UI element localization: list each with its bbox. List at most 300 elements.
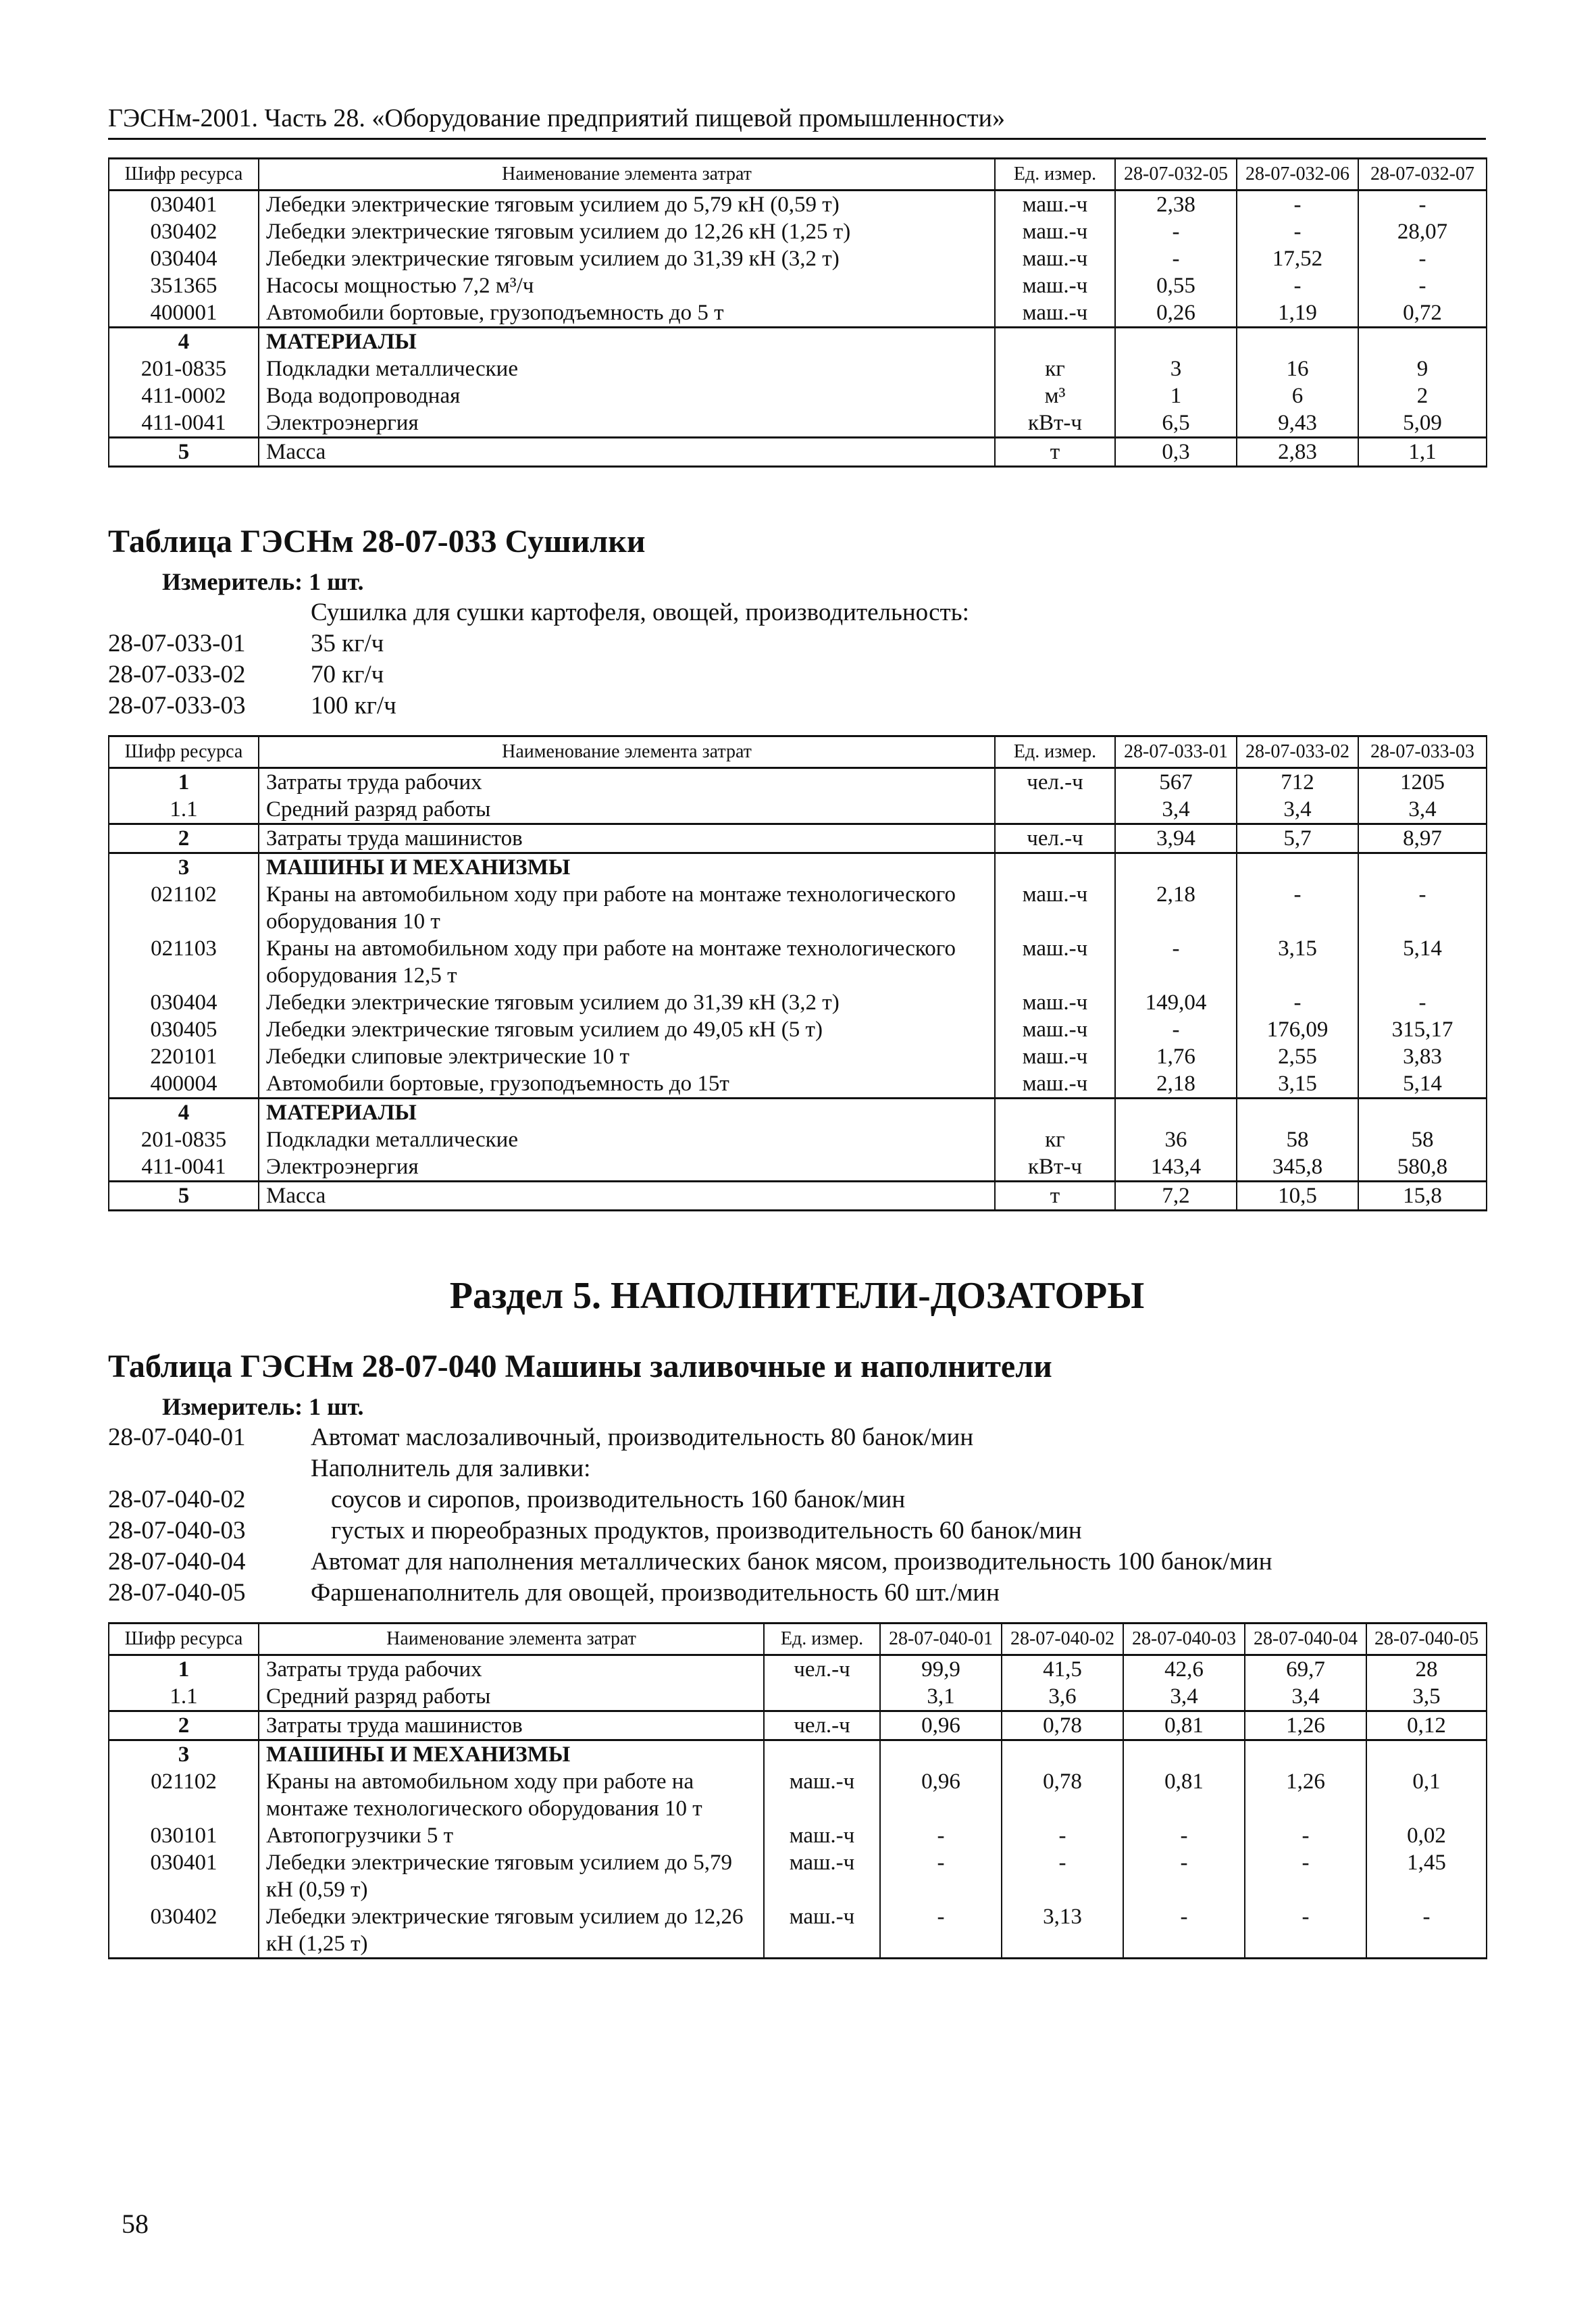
cell-name: Автомобили бортовые, грузоподъемность до 15т [259, 1070, 995, 1099]
cell-value: 0,1 [1366, 1768, 1487, 1822]
cell-value: 3,4 [1115, 796, 1237, 824]
cell-value: - [1123, 1903, 1245, 1959]
cell-value [1366, 1740, 1487, 1769]
cell-value: 0,96 [880, 1768, 1002, 1822]
cell-value: 176,09 [1237, 1016, 1358, 1043]
table-row [109, 1655, 1487, 1684]
cell-name: Лебедки электрические тяговым усилием до 5,79 кН (0,59 т) [259, 1849, 764, 1903]
cell-value: - [1366, 1903, 1487, 1959]
table-row [109, 1740, 1487, 1769]
cell-unit [995, 328, 1115, 356]
cell-unit: маш.-ч [995, 245, 1115, 272]
col-header-name: Наименование элемента затрат [259, 159, 995, 191]
cell-value: 3,4 [1245, 1683, 1366, 1711]
cell-code: 030401 [109, 191, 259, 219]
table-row [109, 245, 1487, 272]
cell-value: 69,7 [1245, 1655, 1366, 1684]
cell-unit: кг [995, 1126, 1115, 1153]
cell-unit: маш.-ч [995, 299, 1115, 328]
cell-code: 021102 [109, 881, 259, 935]
table-row [109, 272, 1487, 299]
cell-value: - [1115, 935, 1237, 989]
cell-value: - [1237, 272, 1358, 299]
cell-code: 1.1 [109, 796, 259, 824]
cell-value: 2,18 [1115, 1070, 1237, 1099]
description-item [108, 1422, 1486, 1453]
cell-value: - [1002, 1849, 1123, 1903]
cell-value: 3,83 [1358, 1043, 1487, 1070]
cell-name: Лебедки электрические тяговым усилием до 12,26 кН (1,25 т) [259, 218, 995, 245]
cell-name: Затраты труда рабочих [259, 1655, 764, 1684]
table-row [109, 1126, 1487, 1153]
table-row [109, 1683, 1487, 1711]
cell-value: - [1002, 1822, 1123, 1849]
cell-unit: маш.-ч [995, 989, 1115, 1016]
cell-unit: маш.-ч [995, 1016, 1115, 1043]
cell-value [1123, 1740, 1245, 1769]
table-title-040: Таблица ГЭСНм 28-07-040 Машины заливочные и наполнители [108, 1349, 1052, 1384]
cell-value: 8,97 [1358, 824, 1487, 853]
section-title: Раздел 5. НАПОЛНИТЕЛИ-ДОЗАТОРЫ [449, 1275, 1145, 1317]
item-code: 28-07-040-02 [108, 1486, 246, 1513]
cell-unit: кг [995, 355, 1115, 382]
cell-name: Автомобили бортовые, грузоподъемность до 5 т [259, 299, 995, 328]
cell-value: 2,83 [1237, 438, 1358, 467]
table-row [109, 768, 1487, 797]
cell-code: 030402 [109, 1903, 259, 1959]
table-row [109, 1822, 1487, 1849]
cell-value: 0,81 [1123, 1711, 1245, 1740]
cell-value: 1,45 [1366, 1849, 1487, 1903]
col-header-norm: 28-07-033-02 [1237, 736, 1358, 768]
cell-name: Насосы мощностью 7,2 м³/ч [259, 272, 995, 299]
cell-value: - [1123, 1822, 1245, 1849]
cell-name: Краны на автомобильном ходу при работе на монтаже технологического оборудования 10 т [259, 1768, 764, 1822]
cell-unit: маш.-ч [995, 218, 1115, 245]
cell-code: 4 [109, 328, 259, 356]
table-row [109, 299, 1487, 328]
cell-code: 1.1 [109, 1683, 259, 1711]
cell-value: 28 [1366, 1655, 1487, 1684]
cell-unit [995, 853, 1115, 882]
cell-code: 5 [109, 438, 259, 467]
cell-value: 7,2 [1115, 1182, 1237, 1211]
cell-code: 201-0835 [109, 355, 259, 382]
intro-text: Сушилка для сушки картофеля, овощей, производительность: [311, 599, 969, 626]
cell-value: - [880, 1849, 1002, 1903]
col-header-code: Шифр ресурса [109, 1624, 259, 1655]
cell-value: 149,04 [1115, 989, 1237, 1016]
cell-name: МАТЕРИАЛЫ [259, 1099, 995, 1127]
cell-value [1245, 1740, 1366, 1769]
cell-code: 030404 [109, 989, 259, 1016]
cell-value: 3,13 [1002, 1903, 1123, 1959]
cell-name: Лебедки электрические тяговым усилием до 5,79 кН (0,59 т) [259, 191, 995, 219]
table-row [109, 1182, 1487, 1211]
page-number: 58 [122, 2209, 149, 2239]
cell-value: 10,5 [1237, 1182, 1358, 1211]
cell-name: Средний разряд работы [259, 1683, 764, 1711]
header-row [109, 1624, 1487, 1655]
cell-value [1115, 853, 1237, 882]
cell-name: МАТЕРИАЛЫ [259, 328, 995, 356]
table-row [109, 824, 1487, 853]
item-code [108, 1453, 311, 1484]
cell-value: 3,6 [1002, 1683, 1123, 1711]
cell-value [1358, 328, 1487, 356]
table-row [109, 935, 1487, 989]
col-header-unit: Ед. измер. [995, 159, 1115, 191]
cell-code: 030401 [109, 1849, 259, 1903]
cell-code: 021103 [109, 935, 259, 989]
cell-value: - [1358, 272, 1487, 299]
col-header-norm: 28-07-032-05 [1115, 159, 1237, 191]
cell-value: - [1358, 245, 1487, 272]
cell-value: 712 [1237, 768, 1358, 797]
cell-value: 99,9 [880, 1655, 1002, 1684]
cell-value: 58 [1237, 1126, 1358, 1153]
cell-code: 400004 [109, 1070, 259, 1099]
table-row [109, 382, 1487, 409]
cell-code: 411-0041 [109, 1153, 259, 1182]
cell-value: 1,76 [1115, 1043, 1237, 1070]
cell-unit: чел.-ч [764, 1655, 880, 1684]
cell-value: 3 [1115, 355, 1237, 382]
cell-unit: кВт-ч [995, 1153, 1115, 1182]
cell-value [1358, 1099, 1487, 1127]
item-text: 70 кг/ч [311, 661, 384, 688]
item-text: 100 кг/ч [311, 692, 396, 720]
cell-code: 1 [109, 1655, 259, 1684]
cell-unit: маш.-ч [764, 1822, 880, 1849]
cell-name: Средний разряд работы [259, 796, 995, 824]
cell-value: 567 [1115, 768, 1237, 797]
cell-value: 3,4 [1123, 1683, 1245, 1711]
cell-value: 3,4 [1358, 796, 1487, 824]
cell-value: 9,43 [1237, 409, 1358, 438]
cell-name: Лебедки электрические тяговым усилием до 31,39 кН (3,2 т) [259, 245, 995, 272]
cell-value [1237, 1099, 1358, 1127]
cell-unit: т [995, 1182, 1115, 1211]
cell-value: 0,96 [880, 1711, 1002, 1740]
cell-unit: маш.-ч [995, 272, 1115, 299]
cell-name: Вода водопроводная [259, 382, 995, 409]
cell-value: - [1237, 218, 1358, 245]
cell-name: Лебедки электрические тяговым усилием до 49,05 кН (5 т) [259, 1016, 995, 1043]
cell-value [1115, 1099, 1237, 1127]
cell-value: 315,17 [1358, 1016, 1487, 1043]
cell-value: 1,19 [1237, 299, 1358, 328]
cell-code: 400001 [109, 299, 259, 328]
cell-value: 3,94 [1115, 824, 1237, 853]
cell-unit: маш.-ч [764, 1903, 880, 1959]
resource-table-033 [108, 735, 1487, 1211]
cell-value: 0,78 [1002, 1768, 1123, 1822]
table-row [109, 1153, 1487, 1182]
cell-name: Затраты труда рабочих [259, 768, 995, 797]
cell-value: - [880, 1822, 1002, 1849]
cell-name: Подкладки металлические [259, 1126, 995, 1153]
cell-name: МАШИНЫ И МЕХАНИЗМЫ [259, 1740, 764, 1769]
cell-value: 41,5 [1002, 1655, 1123, 1684]
table-row [109, 409, 1487, 438]
cell-value: 0,72 [1358, 299, 1487, 328]
item-text: 35 кг/ч [311, 630, 384, 657]
cell-value: 580,8 [1358, 1153, 1487, 1182]
cell-value [880, 1740, 1002, 1769]
table-row [109, 1768, 1487, 1822]
cell-value: 9 [1358, 355, 1487, 382]
col-header-norm: 28-07-040-02 [1002, 1624, 1123, 1655]
cell-code: 030402 [109, 218, 259, 245]
item-text: Автомат маслозаливочный, производительность 80 банок/мин [311, 1424, 974, 1451]
cell-code: 030404 [109, 245, 259, 272]
cell-value: - [1115, 245, 1237, 272]
table-row [109, 1043, 1487, 1070]
cell-value: 1,1 [1358, 438, 1487, 467]
cell-value: 2,18 [1115, 881, 1237, 935]
cell-value: - [1358, 989, 1487, 1016]
cell-value: - [1115, 218, 1237, 245]
cell-value: - [1245, 1822, 1366, 1849]
col-header-code: Шифр ресурса [109, 736, 259, 768]
cell-unit: маш.-ч [995, 1070, 1115, 1099]
cell-unit: чел.-ч [995, 824, 1115, 853]
table-title-033: Таблица ГЭСНм 28-07-033 Сушилки [108, 524, 646, 559]
cell-unit: чел.-ч [764, 1711, 880, 1740]
table-row [109, 1711, 1487, 1740]
cell-value: 58 [1358, 1126, 1487, 1153]
item-code: 28-07-033-02 [108, 661, 246, 688]
item-text: соусов и сиропов, производительность 160 банок/мин [331, 1486, 906, 1513]
col-header-norm: 28-07-032-06 [1237, 159, 1358, 191]
cell-value: 3,1 [880, 1683, 1002, 1711]
meter-040: Измеритель: 1 шт. [162, 1393, 364, 1420]
table-row [109, 355, 1487, 382]
cell-value: 2,38 [1115, 191, 1237, 219]
cell-name: Затраты труда машинистов [259, 824, 995, 853]
cell-value: 17,52 [1237, 245, 1358, 272]
cell-value: 1,26 [1245, 1711, 1366, 1740]
col-header-unit: Ед. измер. [764, 1624, 880, 1655]
description-item [108, 628, 1486, 659]
cell-name: Затраты труда машинистов [259, 1711, 764, 1740]
item-code: 28-07-040-04 [108, 1548, 246, 1576]
table-row [109, 853, 1487, 882]
cell-value: 2,55 [1237, 1043, 1358, 1070]
cell-code: 021102 [109, 1768, 259, 1822]
cell-value: 2 [1358, 382, 1487, 409]
col-header-norm: 28-07-040-05 [1366, 1624, 1487, 1655]
col-header-norm: 28-07-033-03 [1358, 736, 1487, 768]
description-item [108, 1453, 1486, 1484]
table-row [109, 1903, 1487, 1959]
cell-name: Лебедки электрические тяговым усилием до 12,26 кН (1,25 т) [259, 1903, 764, 1959]
description-item [108, 1484, 1486, 1515]
cell-value: 345,8 [1237, 1153, 1358, 1182]
item-code: 28-07-033-01 [108, 630, 246, 657]
cell-unit: м³ [995, 382, 1115, 409]
header-row [109, 736, 1487, 768]
cell-unit: маш.-ч [764, 1768, 880, 1822]
col-header-name: Наименование элемента затрат [259, 736, 995, 768]
item-code: 28-07-033-03 [108, 692, 246, 720]
cell-name: Автопогрузчики 5 т [259, 1822, 764, 1849]
table-row [109, 1070, 1487, 1099]
cell-code: 3 [109, 1740, 259, 1769]
cell-value [1237, 328, 1358, 356]
cell-name: Краны на автомобильном ходу при работе на монтаже технологического оборудования 10 т [259, 881, 995, 935]
col-header-norm: 28-07-032-07 [1358, 159, 1487, 191]
cell-value: - [1115, 1016, 1237, 1043]
cell-name: МАШИНЫ И МЕХАНИЗМЫ [259, 853, 995, 882]
resource-table-032 [108, 157, 1487, 468]
item-text: густых и пюреобразных продуктов, производительность 60 банок/мин [331, 1517, 1082, 1544]
cell-code: 351365 [109, 272, 259, 299]
cell-code: 030405 [109, 1016, 259, 1043]
resource-table-040 [108, 1622, 1487, 1959]
cell-value: 42,6 [1123, 1655, 1245, 1684]
cell-value: 3,5 [1366, 1683, 1487, 1711]
cell-value: 1,26 [1245, 1768, 1366, 1822]
cell-value: 0,3 [1115, 438, 1237, 467]
cell-value: 0,02 [1366, 1822, 1487, 1849]
cell-value: - [1237, 191, 1358, 219]
cell-code: 1 [109, 768, 259, 797]
cell-value: 1 [1115, 382, 1237, 409]
cell-value: - [1237, 989, 1358, 1016]
meter-033: Измеритель: 1 шт. [162, 568, 364, 595]
cell-value [1358, 853, 1487, 882]
cell-value: 3,15 [1237, 935, 1358, 989]
table-row [109, 989, 1487, 1016]
cell-value [1002, 1740, 1123, 1769]
cell-unit: маш.-ч [995, 935, 1115, 989]
cell-name: Электроэнергия [259, 409, 995, 438]
description-item [108, 1546, 1486, 1578]
cell-unit: кВт-ч [995, 409, 1115, 438]
header-row [109, 159, 1487, 191]
cell-code: 411-0041 [109, 409, 259, 438]
table-row [109, 218, 1487, 245]
cell-code: 4 [109, 1099, 259, 1127]
description-item [108, 690, 1486, 722]
col-header-norm: 28-07-040-04 [1245, 1624, 1366, 1655]
item-text: Автомат для наполнения металлических банок мясом, производительность 100 банок/мин [311, 1548, 1272, 1576]
table-row [109, 328, 1487, 356]
cell-value: 0,81 [1123, 1768, 1245, 1822]
cell-unit [764, 1740, 880, 1769]
cell-value: 6,5 [1115, 409, 1237, 438]
cell-value: 5,09 [1358, 409, 1487, 438]
cell-value: 28,07 [1358, 218, 1487, 245]
cell-unit: чел.-ч [995, 768, 1115, 797]
cell-code: 220101 [109, 1043, 259, 1070]
cell-name: Масса [259, 438, 995, 467]
cell-value [1237, 853, 1358, 882]
cell-unit [764, 1683, 880, 1711]
cell-value: - [880, 1903, 1002, 1959]
item-code: 28-07-040-05 [108, 1579, 246, 1607]
item-text: Фаршенаполнитель для овощей, производительность 60 шт./мин [311, 1579, 1000, 1607]
cell-value [1115, 328, 1237, 356]
cell-value: 0,55 [1115, 272, 1237, 299]
cell-value: 36 [1115, 1126, 1237, 1153]
table-row [109, 1099, 1487, 1127]
cell-value: - [1237, 881, 1358, 935]
cell-name: Масса [259, 1182, 995, 1211]
cell-unit: маш.-ч [995, 191, 1115, 219]
description-item [108, 1515, 1486, 1546]
item-code: 28-07-040-03 [108, 1517, 246, 1544]
cell-value: 3,15 [1237, 1070, 1358, 1099]
cell-value: - [1245, 1849, 1366, 1903]
col-header-norm: 28-07-033-01 [1115, 736, 1237, 768]
running-header: ГЭСНм-2001. Часть 28. «Оборудование предприятий пищевой промышленности» [108, 101, 1486, 140]
cell-unit: т [995, 438, 1115, 467]
cell-value: 1205 [1358, 768, 1487, 797]
description-item [108, 659, 1486, 690]
cell-name: Подкладки металлические [259, 355, 995, 382]
table-row [109, 881, 1487, 935]
cell-value: - [1358, 881, 1487, 935]
cell-value: 3,4 [1237, 796, 1358, 824]
cell-unit [995, 796, 1115, 824]
cell-value: 5,7 [1237, 824, 1358, 853]
cell-value: 0,26 [1115, 299, 1237, 328]
col-header-norm: 28-07-040-01 [880, 1624, 1002, 1655]
cell-value: 143,4 [1115, 1153, 1237, 1182]
cell-code: 3 [109, 853, 259, 882]
table-row [109, 1016, 1487, 1043]
item-code: 28-07-040-01 [108, 1424, 246, 1451]
col-header-code: Шифр ресурса [109, 159, 259, 191]
cell-unit [995, 1099, 1115, 1127]
description-040 [108, 1422, 1486, 1609]
cell-unit: маш.-ч [995, 1043, 1115, 1070]
description-033 [108, 597, 1486, 722]
cell-value: - [1245, 1903, 1366, 1959]
cell-name: Электроэнергия [259, 1153, 995, 1182]
cell-unit: маш.-ч [764, 1849, 880, 1903]
cell-value: 0,12 [1366, 1711, 1487, 1740]
cell-value: 5,14 [1358, 935, 1487, 989]
cell-name: Лебедки электрические тяговым усилием до 31,39 кН (3,2 т) [259, 989, 995, 1016]
col-header-norm: 28-07-040-03 [1123, 1624, 1245, 1655]
cell-name: Краны на автомобильном ходу при работе на монтаже технологического оборудования 12,5 т [259, 935, 995, 989]
col-header-unit: Ед. измер. [995, 736, 1115, 768]
item-text: Наполнитель для заливки: [311, 1455, 591, 1482]
cell-value: 5,14 [1358, 1070, 1487, 1099]
table-row [109, 796, 1487, 824]
description-item [108, 1578, 1486, 1609]
table-row [109, 438, 1487, 467]
table-row [109, 191, 1487, 219]
cell-value: 16 [1237, 355, 1358, 382]
cell-code: 2 [109, 1711, 259, 1740]
cell-code: 2 [109, 824, 259, 853]
table-row [109, 1849, 1487, 1903]
col-header-name: Наименование элемента затрат [259, 1624, 764, 1655]
cell-value: - [1358, 191, 1487, 219]
document-page [108, 101, 1486, 1959]
cell-code: 411-0002 [109, 382, 259, 409]
cell-unit: маш.-ч [995, 881, 1115, 935]
cell-name: Лебедки слиповые электрические 10 т [259, 1043, 995, 1070]
cell-value: 15,8 [1358, 1182, 1487, 1211]
cell-code: 030101 [109, 1822, 259, 1849]
cell-value: 0,78 [1002, 1711, 1123, 1740]
